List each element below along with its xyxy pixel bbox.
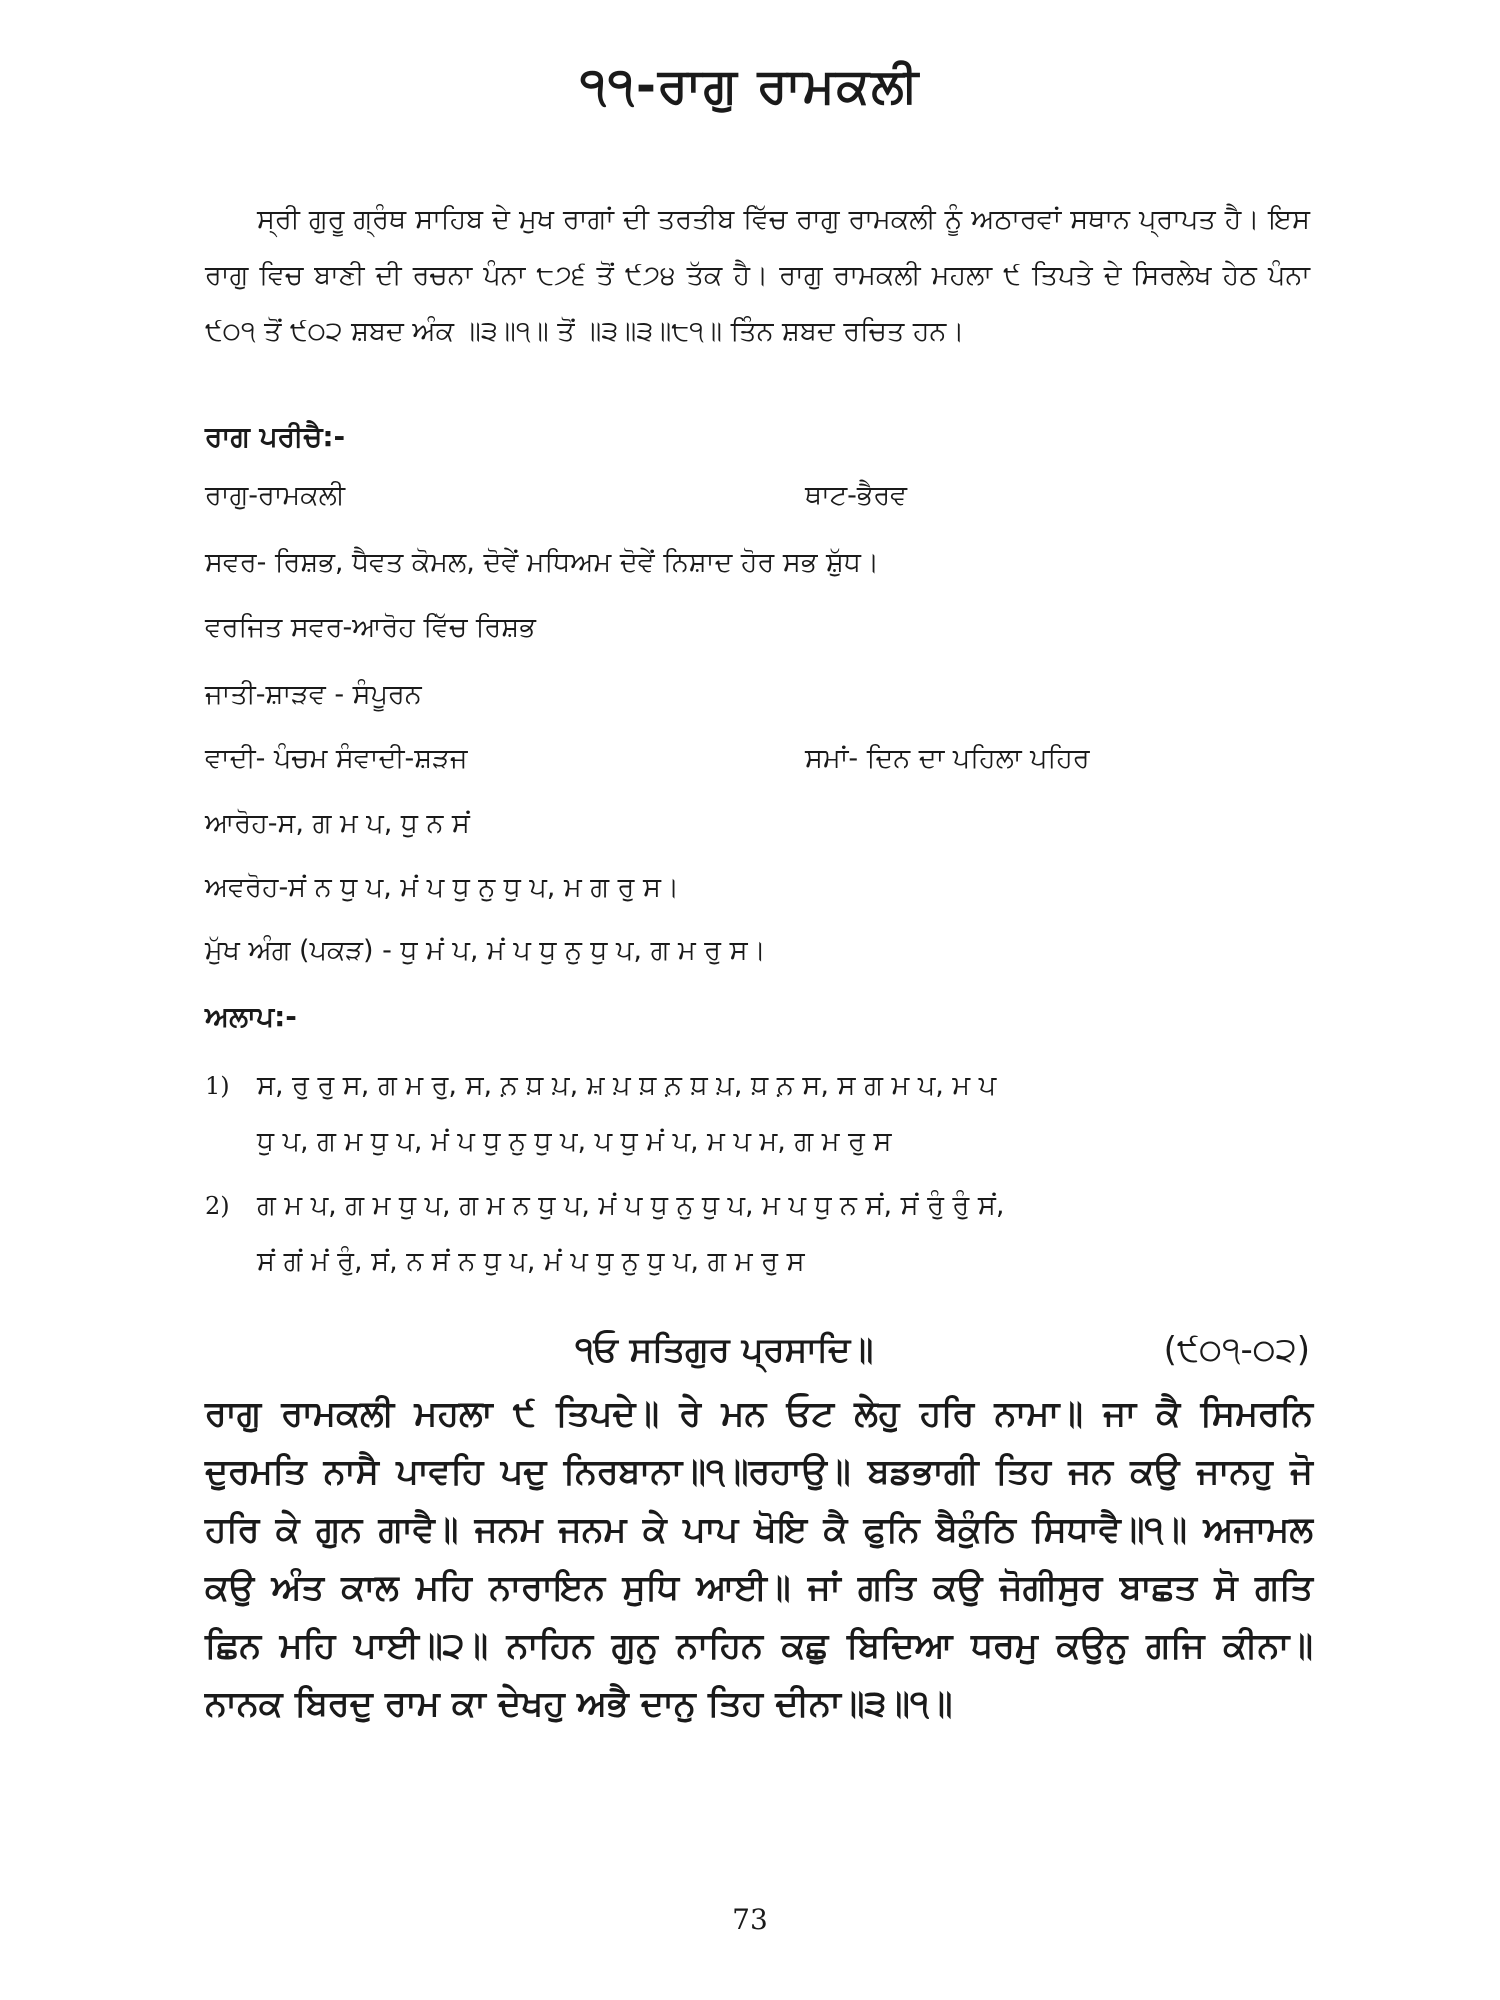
pakad-row: ਮੁੱਖ ਅੰਗ (ਪਕੜ) - ਧੁ ਮਂ ਪ, ਮਂ ਪ ਧੁ ਨੁ ਧੁ ਪ, ਗ ਮ ਰੁ ਸ।	[205, 935, 766, 966]
mool-mantar-heading: ੧ਓ ਸਤਿਗੁਰ ਪ੍ਰਸਾਦਿ॥	[575, 1330, 874, 1370]
varjit-row: ਵਰਜਿਤ ਸਵਰ-ਆਰੋਹ ਵਿੱਚ ਰਿਸ਼ਭ	[205, 612, 536, 643]
jaati-row: ਜਾਤੀ-ਸ਼ਾੜਵ - ਸੰਪੂਰਨ	[205, 679, 422, 710]
alap-item-1-text-1: ਸ, ਰੁ ਰੁ ਸ, ਗ ਮ ਰੁ, ਸ, ਨ਼ ਧ਼ ਪ਼, ਮ਼ ਪ਼ ਧ਼ ਨ਼ ਧ਼ ਪ਼, ਧ਼ ਨ਼ ਸ, ਸ ਗ ਮ ਪ, ਮ ਪ	[257, 1070, 997, 1101]
alap-item-1-line-2: ਧੁ ਪ, ਗ ਮ ਧੁ ਪ, ਮਂ ਪ ਧੁ ਨੁ ਧੁ ਪ, ਪ ਧੁ ਮਂ ਪ, ਮ ਪ ਮ, ਗ ਮ ਰੁ ਸ	[257, 1126, 892, 1157]
alap-item-1-number: 1)	[205, 1072, 230, 1100]
avroh-row: ਅਵਰੋਹ-ਸਂ ਨ ਧੁ ਪ, ਮਂ ਪ ਧੁ ਨੁ ਧੁ ਪ, ਮ ਗ ਰੁ ਸ।	[205, 872, 680, 903]
alap-item-2-number: 2)	[205, 1192, 230, 1220]
thaat-value: ਥਾਟ-ਭੈਰਵ	[805, 480, 908, 511]
page-number: 73	[732, 1903, 768, 1936]
verse-heading-row	[205, 1330, 1310, 1380]
raga-intro-heading: ਰਾਗ ਪਰੀਚੈ:-	[205, 420, 346, 453]
vadi-value: ਵਾਦੀ- ਪੰਚਮ ਸੰਵਾਦੀ-ਸ਼ੜਜ	[205, 743, 468, 774]
swar-row: ਸਵਰ- ਰਿਸ਼ਭ, ਧੈਵਤ ਕੋਮਲ, ਦੋਵੇਂ ਮਧਿਅਮ ਦੋਵੇਂ ਨਿਸ਼ਾਦ ਹੋਰ ਸਭ ਸ਼ੁੱਧ।	[205, 547, 880, 578]
alap-item-2-line-1	[205, 1178, 1315, 1234]
vadi-sama-row	[205, 743, 1305, 775]
raga-name: ਰਾਗੁ-ਰਾਮਕਲੀ	[205, 480, 346, 511]
alap-item-1	[205, 1058, 1315, 1170]
alap-item-2	[205, 1178, 1315, 1290]
aroh-row: ਆਰੋਹ-ਸ, ਗ ਮ ਪ, ਧੁ ਨ ਸਂ	[205, 808, 470, 839]
raga-thaat-row	[205, 480, 1305, 512]
sama-value: ਸਮਾਂ- ਦਿਨ ਦਾ ਪਹਿਲਾ ਪਹਿਰ	[805, 743, 1090, 774]
page-reference: (੯੦੧-੦੨)	[1163, 1330, 1310, 1370]
shabad-text: ਰਾਗੁ ਰਾਮਕਲੀ ਮਹਲਾ ੯ ਤਿਪਦੇ॥ ਰੇ ਮਨ ਓਟ ਲੇਹੁ ਹਰਿ ਨਾਮਾ॥ ਜਾ ਕੈ ਸਿਮਰਨਿ ਦੁਰਮਤਿ ਨਾਸੈ ਪਾਵਹਿ ਪਦੁ ਨਿਰਬਾਨਾ॥੧॥ਰਹਾਉ॥ ਬਡਭਾਗੀ ਤਿਹ ਜਨ ਕਉ ਜਾਨਹੁ ਜੋ ਹਰਿ ਕੇ ਗੁਨ ਗਾਵੈ॥ ਜਨਮ ਜਨਮ ਕੇ ਪਾਪ ਖੋਇ ਕੈ ਫੁਨਿ ਬੈਕੁੰਠਿ ਸਿਧਾਵੈ॥੧॥ ਅਜਾਮਲ ਕਉ ਅੰਤ ਕਾਲ ਮਹਿ ਨਾਰਾਇਨ ਸੁਧਿ ਆਈ॥ ਜਾਂ ਗਤਿ ਕਉ ਜੋਗੀਸੁਰ ਬਾਛਤ ਸੋ ਗਤਿ ਛਿਨ ਮਹਿ ਪਾਈ॥੨॥ ਨਾਹਿਨ ਗੁਨੁ ਨਾਹਿਨ ਕਛੁ ਬਿਦਿਆ ਧਰਮੁ ਕਉਨੁ ਗਜਿ ਕੀਨਾ॥ ਨਾਨਕ ਬਿਰਦੁ ਰਾਮ ਕਾ ਦੇਖਹੁ ਅਭੈ ਦਾਨੁ ਤਿਹ ਦੀਨਾ॥੩॥੧॥	[205, 1394, 1313, 1724]
alap-item-2-line-2: ਸਂ ਗਂ ਮਂ ਰੁੰ, ਸਂ, ਨ ਸਂ ਨ ਧੁ ਪ, ਮਂ ਪ ਧੁ ਨੁ ਧੁ ਪ, ਗ ਮ ਰੁ ਸ	[257, 1246, 805, 1277]
alap-item-2-text-1: ਗ ਮ ਪ, ਗ ਮ ਧੁ ਪ, ਗ ਮ ਨ ਧੁ ਪ, ਮਂ ਪ ਧੁ ਨੁ ਧੁ ਪ, ਮ ਪ ਧੁ ਨ ਸਂ, ਸਂ ਰੁੰ ਰੁੰ ਸਂ,	[257, 1190, 1005, 1221]
alap-item-1-line-1	[205, 1058, 1315, 1114]
intro-paragraph: ਸ੍ਰੀ ਗੁਰੂ ਗ੍ਰੰਥ ਸਾਹਿਬ ਦੇ ਮੁਖ ਰਾਗਾਂ ਦੀ ਤਰਤੀਬ ਵਿੱਚ ਰਾਗੁ ਰਾਮਕਲੀ ਨੂੰ ਅਠਾਰਵਾਂ ਸਥਾਨ ਪ੍ਰਾਪਤ ਹੈ। ਇਸ ਰਾਗੁ ਵਿਚ ਬਾਣੀ ਦੀ ਰਚਨਾ ਪੰਨਾ ੮੭੬ ਤੋਂ ੯੭੪ ਤੱਕ ਹੈ। ਰਾਗੁ ਰਾਮਕਲੀ ਮਹਲਾ ੯ ਤਿਪਤੇ ਦੇ ਸਿਰਲੇਖ ਹੇਠ ਪੰਨਾ ੯੦੧ ਤੋਂ ੯੦੨ ਸ਼ਬਦ ਅੰਕ ॥੩॥੧॥ ਤੋਂ ॥੩॥੩॥੮੧॥ ਤਿੰਨ ਸ਼ਬਦ ਰਚਿਤ ਹਨ।	[205, 204, 1310, 347]
page-title: ੧੧-ਰਾਗੁ ਰਾਮਕਲੀ	[579, 58, 921, 114]
alap-heading: ਅਲਾਪ:-	[205, 1000, 297, 1033]
